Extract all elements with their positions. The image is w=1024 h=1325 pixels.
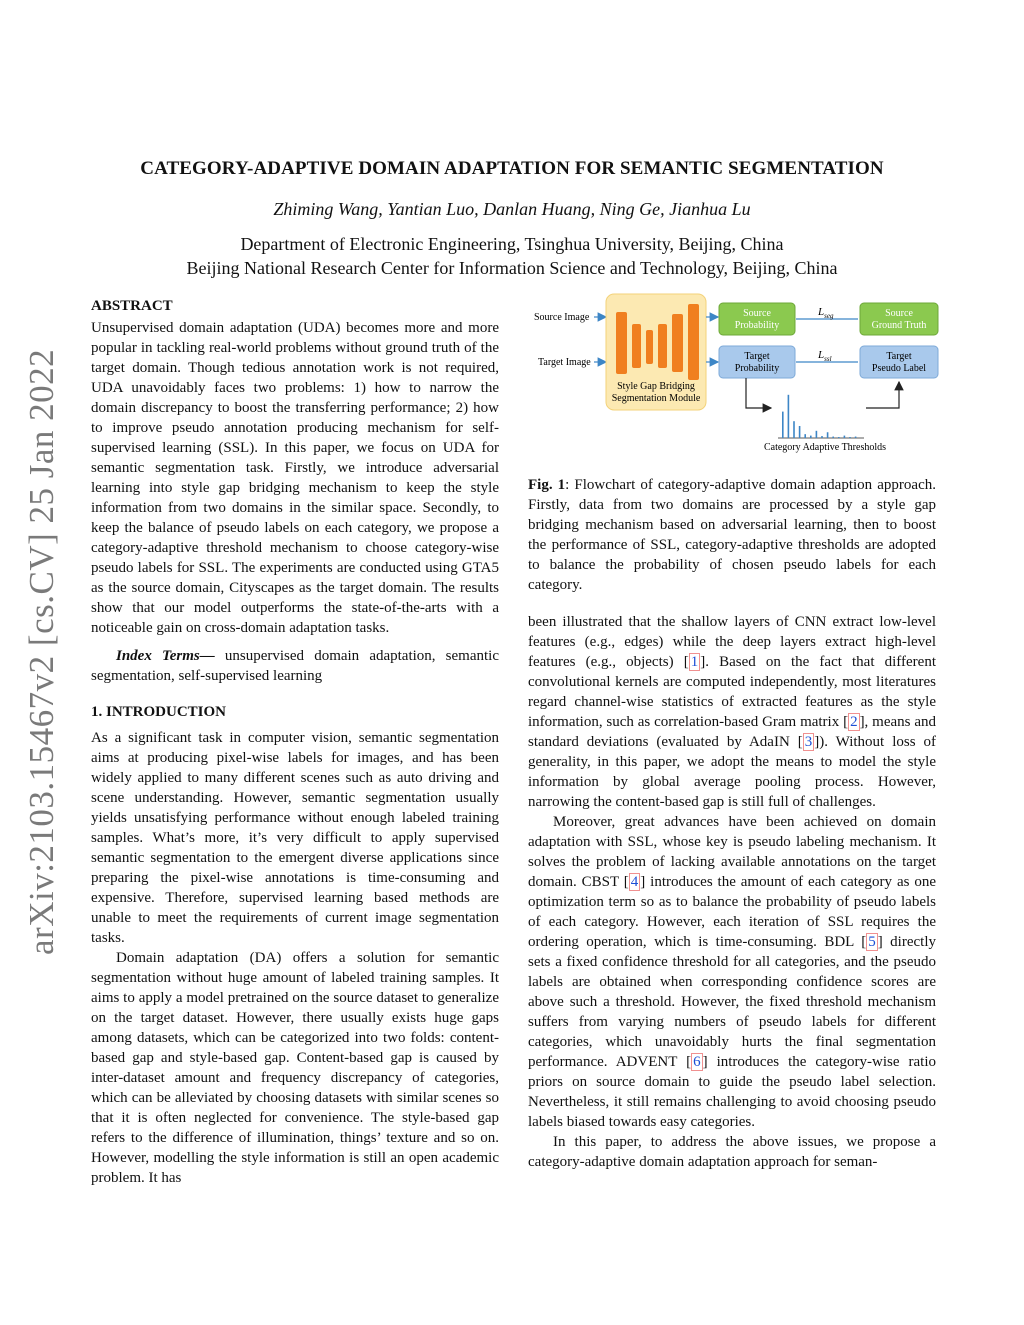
text-segment: ], means and standard deviations (evaluated by AdaIN [	[528, 714, 936, 750]
intro-heading: 1. INTRODUCTION	[91, 704, 227, 720]
prob-to-threshold-arrow	[746, 378, 771, 408]
right-paragraph-2	[528, 812, 936, 1132]
threshold-bar	[810, 436, 812, 438]
citation-link[interactable]: 5	[868, 934, 876, 950]
ssl-loss-subscript: ssl	[824, 355, 832, 363]
citation-link[interactable]: 3	[804, 734, 813, 750]
threshold-bar	[821, 436, 823, 438]
abstract-text: Unsupervised domain adaptation (UDA) becomes more and more popular in tackling real-world problems without ground truth of the target domain. Though tedious annotation work is not required, UDA unavoidably faces two problems: 1) how to narrow the domain discrepancy to boost the transferring performance; 2) how to improve pseudo annotation producing mechanism for self-supervised learning (SSL). In this paper, we focus on UDA for semantic segmentation task. Firstly, we introduce adversarial learning into style gap bridging mechanism to keep the style information from two domains in the similar space. Secondly, to keep the balance of pseudo labels on each category, we propose a category-adaptive threshold mechanism to choose category-wise pseudo labels for SSL. The experiments are conducted using GTA5 as the source domain, Cityscapes as the target domain. The results show that our model outperforms the state-of-the-arts with a noticeable gain on cross-domain adaptation tasks.	[91, 320, 499, 636]
affiliation-1: Department of Electronic Engineering, Tsinghua University, Beijing, China	[240, 234, 784, 254]
threshold-bar	[793, 421, 795, 438]
threshold-bar	[816, 431, 818, 438]
source-prob-line1: Source	[743, 308, 771, 319]
threshold-bar	[855, 437, 857, 438]
pl-line2: Pseudo Label	[871, 363, 927, 374]
citation-link[interactable]: 4	[630, 874, 639, 890]
ssl-loss-symbol	[817, 349, 832, 363]
decoder-bar	[688, 304, 699, 380]
threshold-histogram	[778, 395, 864, 438]
abstract-heading: ABSTRACT	[91, 298, 173, 314]
encoder-bar	[616, 312, 627, 374]
right-column	[528, 612, 936, 1172]
threshold-to-label-arrow	[866, 382, 899, 408]
gt-line1: Source	[885, 308, 913, 319]
decoder-bar	[658, 324, 667, 368]
encoder-bar	[632, 324, 641, 368]
seg-loss-subscript: seg	[824, 312, 834, 320]
right-paragraph-1	[528, 612, 936, 812]
caption-label: Fig. 1	[528, 477, 566, 493]
threshold-bar	[827, 432, 829, 438]
author-list: Zhiming Wang, Yantian Luo, Danlan Huang, Ning Ge, Jianhua Lu	[273, 199, 751, 219]
right-paragraph-3: In this paper, to address the above issues, we propose a category-adaptive domain adaptation approach for seman-	[528, 1134, 936, 1170]
index-terms-label: Index Terms—	[116, 648, 215, 664]
text-segment: Moreover, great advances have been achieved on domain adaptation with SSL, whose key is pseudo labeling mechanism. It solves the problem of lacking available annotations on the target domain. CBST [	[528, 814, 936, 890]
text-segment: ] introduces the category-wise ratio priors on source domain to guide the pseudo label selection. Nevertheless, it still remains challenging to avoid choosing pseudo labels biased towards easy categories.	[528, 1054, 937, 1130]
intro-paragraph-1: As a significant task in computer vision, semantic segmentation aims at producing pixel-wise labels for images, and has been widely applied to many different scenes such as auto driving and scene understanding. However, semantic segmentation usually yields unsatisfying performance without enough labeled training samples. What’s more, it’s very difficult to apply supervised semantic segmentation to the emergent diverse applications since preparing the pixel-wise annotations is time-consuming and expensive. Therefore, supervised learning based methods are unable to meet the requirements of current image segmentation tasks.	[91, 730, 499, 946]
threshold-bar	[838, 437, 840, 438]
threshold-bar	[782, 412, 784, 438]
affiliation-2: Beijing National Research Center for Information Science and Technology, Beijing, China	[186, 258, 838, 278]
source-prob-line2: Probability	[734, 320, 780, 331]
module-label-line1: Style Gap Bridging	[617, 381, 695, 392]
text-segment: ] introduces the amount of each category as one optimization term so as to balance the probability of pseudo labels of each category. However, each iteration of SSL requires the ordering operation, which is time-consuming. BDL [	[528, 874, 936, 950]
text-segment: ]. Based on the fact that different convolutional kernels are computed independently, most literatures regard channel-wise statistics of extracted features as the style information, such as correlation-based Gram matrix [	[528, 654, 936, 730]
text-segment: ] directly sets a fixed confidence threshold for all categories, and the pseudo labels are obtained when corresponding confidence scores are above such a threshold. However, the fixed threshold mechanism suffers from varying numbers of pseudo labels for different categories, which unavoidably hurts the final segmentation performance. ADVENT [	[528, 934, 936, 1070]
threshold-bar	[799, 426, 801, 438]
text-segment: been illustrated that the shallow layers of CNN extract low-level features (e.g., edges) while the deep layers extract high-level features (e.g., objects) [	[528, 614, 936, 670]
encoder-bar	[646, 330, 653, 364]
figure-caption	[528, 475, 936, 595]
caption-text: : Flowchart of category-adaptive domain adaption approach. Firstly, data from two domains are processed by a style gap bridging mechanism based on adversarial learning, then to boost the performance of SSL, category-adaptive thresholds are adopted to balance the probability of chosen pseudo labels for each category.	[528, 477, 936, 593]
index-terms	[91, 646, 499, 686]
left-column	[91, 296, 499, 1188]
paper-title: CATEGORY-ADAPTIVE DOMAIN ADAPTATION FOR SEMANTIC SEGMENTATION	[140, 158, 884, 179]
target-image-label: Target Image	[538, 357, 591, 368]
arxiv-identifier: arXiv:2103.15467v2 [cs.CV] 25 Jan 2022	[22, 348, 61, 955]
citation-link[interactable]: 1	[690, 654, 699, 670]
threshold-bar	[804, 434, 806, 438]
threshold-bar	[849, 437, 851, 438]
threshold-bar	[832, 437, 834, 438]
citation-link[interactable]: 6	[693, 1054, 701, 1070]
threshold-bar	[844, 436, 846, 438]
seg-loss-l: L	[818, 306, 825, 318]
seg-loss-symbol	[817, 306, 834, 320]
target-prob-line2: Probability	[734, 363, 780, 374]
intro-paragraph-2: Domain adaptation (DA) offers a solution for semantic segmentation without huge amount of labeled training samples. It aims to apply a model pretrained on the source dataset to generalize on the target dataset. However, there usually exists huge gaps among datasets, which can be categorized into two folds: content-based gap and style-based gap. Content-based gap is caused by inter-dataset amount and frequency discrepancy of categories, which can be alleviated by choosing datasets with similar scenes so that it is often neglected for convenience. The style-based gap refers to the difference of illumination, things’ texture and so on. However, modelling the style information is still an open academic problem. It has	[91, 950, 499, 1186]
text-segment: ]). Without loss of generality, in this paper, we adopt the means to model the style information by global average pooling process. However, narrowing the content-based gap is still full of challenges.	[528, 734, 936, 810]
module-label-line2: Segmentation Module	[611, 393, 701, 404]
pl-line1: Target	[886, 351, 912, 362]
citation-link[interactable]: 2	[850, 714, 858, 730]
gt-line2: Ground Truth	[871, 320, 927, 331]
decoder-bar	[672, 314, 683, 372]
index-terms-text: unsupervised domain adaptation, semantic segmentation, self-supervised learning	[91, 648, 499, 684]
target-prob-line1: Target	[744, 351, 770, 362]
ssl-loss-l: L	[818, 349, 825, 361]
thresholds-label: Category Adaptive Thresholds	[763, 442, 887, 453]
threshold-bar	[788, 395, 790, 438]
source-image-label: Source Image	[534, 312, 590, 323]
figure-1-flowchart	[528, 290, 948, 460]
